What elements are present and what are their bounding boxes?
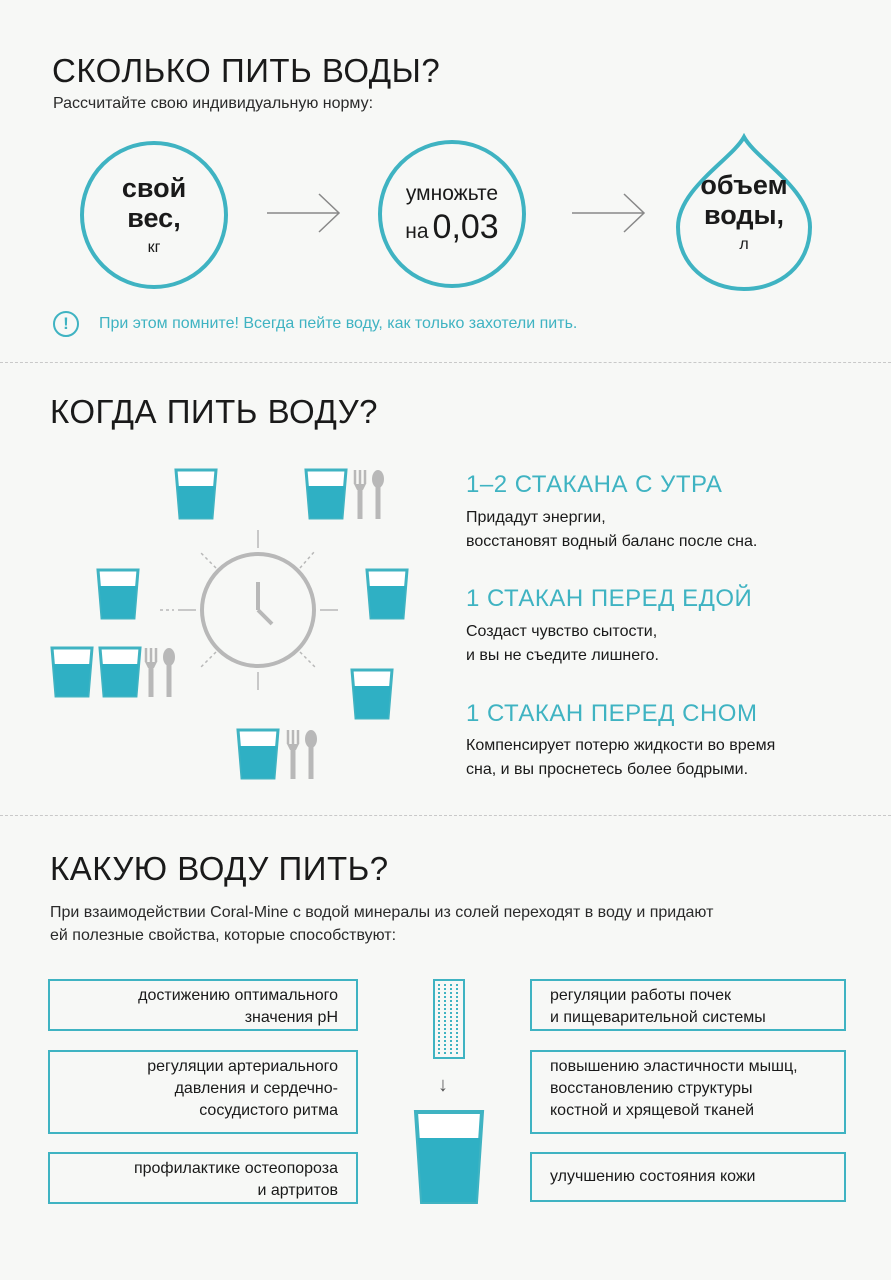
when-text-line: Компенсирует потерю жидкости во время <box>466 737 776 754</box>
benefit-line: и артритов <box>257 1182 338 1199</box>
benefit-kidneys <box>530 979 846 1031</box>
volume-unit: л <box>739 236 749 253</box>
volume-text <box>674 170 814 254</box>
benefit-line: достижению оптимального <box>138 987 338 1004</box>
when-heading-meal: 1 СТАКАН ПЕРЕД ЕДОЙ <box>466 585 753 612</box>
weight-line1: свой <box>121 173 187 203</box>
benefit-line: улучшению состояния кожи <box>550 1168 756 1185</box>
arrow-right-icon <box>570 190 650 236</box>
arrow-right-icon <box>265 190 345 236</box>
divider <box>0 815 891 816</box>
multiply-prefix: на <box>405 219 429 243</box>
multiply-value: 0,03 <box>432 207 499 246</box>
benefit-line: давления и сердечно- <box>174 1080 338 1097</box>
when-text-line: Придадут энергии, <box>466 509 606 526</box>
section1-title: СКОЛЬКО ПИТЬ ВОДЫ? <box>52 52 441 89</box>
section1-subtitle: Рассчитайте свою индивидуальную норму: <box>53 95 374 112</box>
weight-line2: вес, <box>127 203 181 233</box>
when-heading-morning: 1–2 СТАКАНА С УТРА <box>466 471 723 498</box>
volume-line2: воды, <box>703 200 785 230</box>
benefit-line: значения pH <box>244 1009 338 1026</box>
arrow-down-icon: ↓ <box>438 1074 448 1096</box>
when-text-line: Создаст чувство сытости, <box>466 623 658 640</box>
benefit-muscles <box>530 1050 846 1134</box>
when-text-sleep <box>466 734 775 782</box>
section3-intro <box>50 901 713 947</box>
benefit-line: восстановлению структуры <box>550 1080 753 1097</box>
benefit-skin <box>530 1152 846 1202</box>
divider <box>0 362 891 363</box>
when-heading-sleep: 1 СТАКАН ПЕРЕД СНОМ <box>466 700 758 727</box>
section3-title: КАКУЮ ВОДУ ПИТЬ? <box>50 850 389 887</box>
benefit-line: костной и хрящевой тканей <box>550 1102 755 1119</box>
intro-line: При взаимодействии Coral-Mine с водой минералы из солей переходят в воду и придают <box>50 904 714 921</box>
benefit-line: регуляции артериального <box>147 1058 338 1075</box>
coral-mine-illustration <box>408 978 488 1208</box>
when-text-morning <box>466 506 757 554</box>
when-text-line: восстановят водный баланс после сна. <box>466 533 758 550</box>
benefit-osteoporosis <box>48 1152 358 1204</box>
when-text-meal <box>466 620 659 668</box>
benefit-line: сосудистого ритма <box>199 1102 338 1119</box>
benefit-line: регуляции работы почек <box>550 987 731 1004</box>
when-text-line: и вы не съедите лишнего. <box>466 647 659 664</box>
benefit-line: профилактике остеопороза <box>133 1160 338 1177</box>
multiply-line1: умножьте <box>405 181 499 205</box>
intro-line: ей полезные свойства, которые способствуют: <box>50 927 397 944</box>
benefit-line: и пищеварительной системы <box>550 1009 766 1026</box>
volume-line1: объем <box>700 170 788 200</box>
weight-circle <box>80 141 228 289</box>
benefit-line: повышению эластичности мышц, <box>550 1058 798 1075</box>
benefit-pressure <box>48 1050 358 1134</box>
clock-illustration <box>40 460 440 790</box>
benefit-ph <box>48 979 358 1031</box>
multiply-circle <box>378 140 526 288</box>
note-text: При этом помните! Всегда пейте воду, как только захотели пить. <box>99 315 578 332</box>
weight-unit: кг <box>147 239 161 256</box>
section2-title: КОГДА ПИТЬ ВОДУ? <box>50 393 379 430</box>
warning-icon: ! <box>53 311 79 337</box>
when-text-line: сна, и вы проснетесь более бодрыми. <box>466 761 749 778</box>
